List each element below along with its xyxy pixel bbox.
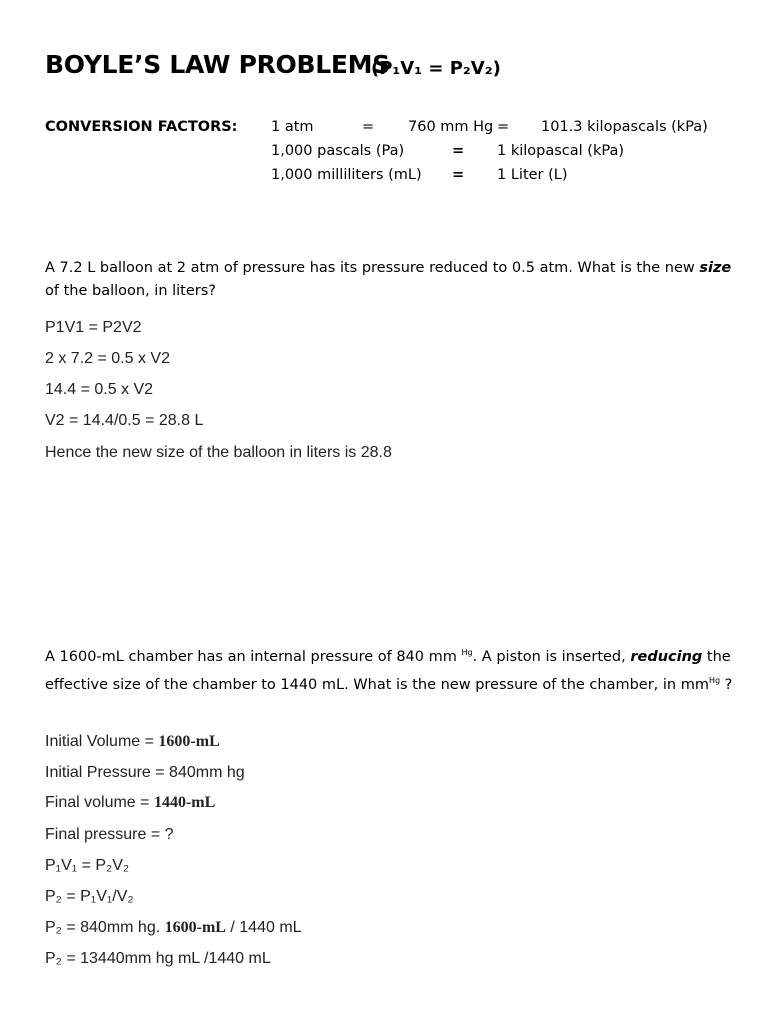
final-volume-label: Final volume = xyxy=(45,794,154,811)
conversion-label: CONVERSION FACTORS: xyxy=(45,119,238,135)
initial-volume-label: Initial Volume = xyxy=(45,733,159,750)
boyles-law-formula: (P₁V₁ = P₂V₂) xyxy=(371,58,501,79)
conv-row1-a: 1 atm xyxy=(271,119,314,135)
problem2-line2a: effective size of the chamber to 1440 mL. What is the new pressure of the chamber, in mm xyxy=(45,677,709,693)
conv-row1-eq1: = xyxy=(362,119,375,135)
problem1-step1: P1V1 = P2V2 xyxy=(45,319,142,336)
conv-row3-eq: = xyxy=(452,167,465,183)
conv-row2-eq: = xyxy=(452,143,465,159)
problem2-line1a: A 1600-mL chamber has an internal pressure of 840 mm xyxy=(45,649,462,665)
eq3-part-a: P₂ = 840mm hg. xyxy=(45,919,165,936)
eq3-part-b: 1600-mL xyxy=(164,919,226,936)
conv-row2-b: 1 kilopascal (kPa) xyxy=(497,143,624,159)
problem1-line2: of the balloon, in liters? xyxy=(45,283,216,299)
conv-row3-a: 1,000 milliliters (mL) xyxy=(271,167,422,183)
problem2-emphasis: reducing xyxy=(630,649,703,665)
problem1-step3: 14.4 = 0.5 x V2 xyxy=(45,381,154,398)
conv-row1-b: 760 mm Hg xyxy=(408,119,494,135)
initial-volume-value: 1600-mL xyxy=(158,733,220,750)
problem2-line1c: the xyxy=(702,649,731,665)
problem2-eq2: P₂ = P₁V₁/V₂ xyxy=(45,888,134,905)
problem2-eq3 xyxy=(45,919,302,937)
problem1-step2: 2 x 7.2 = 0.5 x V2 xyxy=(45,350,170,367)
problem2-eq1: P₁V₁ = P₂V₂ xyxy=(45,857,130,874)
conv-row1-c: 101.3 kilopascals (kPa) xyxy=(541,119,708,135)
eq3-part-c: / 1440 mL xyxy=(225,919,302,936)
problem2-final-volume xyxy=(45,794,215,812)
problem2-eq4: P₂ = 13440mm hg mL /1440 mL xyxy=(45,950,271,967)
problem2-question xyxy=(45,641,732,697)
problem1-line1: A 7.2 L balloon at 2 atm of pressure has its pressure reduced to 0.5 atm. What is the new xyxy=(45,260,700,276)
conv-row2-a: 1,000 pascals (Pa) xyxy=(271,143,405,159)
problem1-answer: Hence the new size of the balloon in liters is 28.8 xyxy=(45,444,392,461)
conv-row3-b: 1 Liter (L) xyxy=(497,167,568,183)
problem2-initial-volume xyxy=(45,733,220,751)
problem1-step4: V2 = 14.4/0.5 = 28.8 L xyxy=(45,412,204,429)
final-volume-value: 1440-mL xyxy=(153,794,216,811)
problem2-hg-sup2: Hg xyxy=(708,676,721,685)
conv-row1-eq2: = xyxy=(497,119,510,135)
page-title: BOYLE’S LAW PROBLEMS xyxy=(45,50,390,79)
problem2-line2b: ? xyxy=(720,677,733,693)
problem1-question xyxy=(45,257,731,303)
problem2-hg-sup1: Hg xyxy=(461,648,473,657)
problem2-line1b: . A piston is inserted, xyxy=(472,649,631,665)
problem2-final-pressure: Final pressure = ? xyxy=(45,826,174,843)
problem1-emphasis: size xyxy=(699,260,732,276)
problem2-initial-pressure: Initial Pressure = 840mm hg xyxy=(45,764,245,781)
